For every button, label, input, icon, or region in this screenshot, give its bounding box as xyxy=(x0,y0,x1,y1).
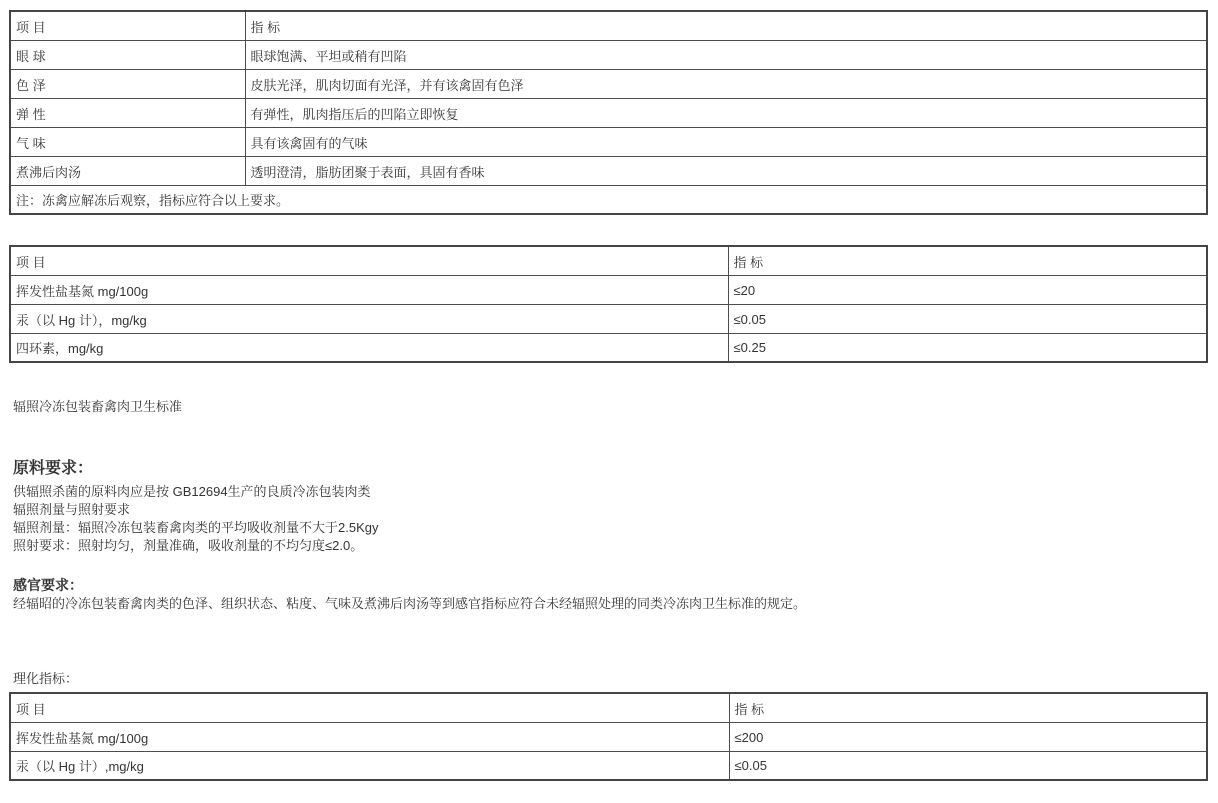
document-content xyxy=(9,10,1208,781)
table-row xyxy=(10,69,1207,98)
table-cell: 挥发性盐基氮 mg/100g xyxy=(10,722,729,751)
physchem-table-second xyxy=(9,692,1208,781)
table-cell: 四环素，mg/kg xyxy=(10,333,728,362)
table-row xyxy=(10,751,1207,780)
table-header-cell: 项 目 xyxy=(10,246,728,275)
table-cell: ≤0.05 xyxy=(729,751,1207,780)
table-cell: 具有该禽固有的气味 xyxy=(245,127,1207,156)
table-header-cell: 指 标 xyxy=(245,11,1207,40)
table-cell: 气 味 xyxy=(10,127,245,156)
table-note-cell: 注：冻禽应解冻后观察，指标应符合以上要求。 xyxy=(10,185,1207,214)
raw-material-line: 供辐照杀菌的原料肉应是按 GB12694生产的良质冷冻包装肉类 xyxy=(13,484,371,499)
table-cell: ≤0.05 xyxy=(728,304,1207,333)
raw-material-line: 照射要求：照射均匀，剂量准确，吸收剂量的不均匀度≤2.0。 xyxy=(13,538,364,553)
raw-material-heading: 原料要求： xyxy=(13,460,94,477)
table-header-cell: 项 目 xyxy=(10,11,245,40)
table-cell: 皮肤光泽，肌肉切面有光泽，并有该禽固有色泽 xyxy=(245,69,1207,98)
table-cell: ≤20 xyxy=(728,275,1207,304)
table-cell: 汞（以 Hg 计）,mg/kg xyxy=(10,751,729,780)
table-cell: ≤200 xyxy=(729,722,1207,751)
table-cell: 色 泽 xyxy=(10,69,245,98)
table-row xyxy=(10,275,1207,304)
table-row xyxy=(10,722,1207,751)
table-header-cell: 指 标 xyxy=(729,693,1207,722)
physchem-label: 理化指标： xyxy=(13,671,79,686)
physchem-table-first xyxy=(9,245,1208,363)
sensory-indicator-table xyxy=(9,10,1208,215)
table-header-row xyxy=(10,693,1207,722)
table-cell: 有弹性，肌肉指压后的凹陷立即恢复 xyxy=(245,98,1207,127)
table-row xyxy=(10,156,1207,185)
table-cell: 眼 球 xyxy=(10,40,245,69)
table-note-row xyxy=(10,185,1207,214)
table-cell: 挥发性盐基氮 mg/100g xyxy=(10,275,728,304)
table-cell: 透明澄清，脂肪团聚于表面，具固有香味 xyxy=(245,156,1207,185)
raw-material-lines xyxy=(9,483,1208,555)
table-cell: 煮沸后肉汤 xyxy=(10,156,245,185)
table-cell: 弹 性 xyxy=(10,98,245,127)
table-row xyxy=(10,333,1207,362)
table-header-row xyxy=(10,11,1207,40)
raw-material-line: 辐照剂量：辐照冷冻包装畜禽肉类的平均吸收剂量不大于2.5Kgy xyxy=(13,520,379,535)
table-cell: ≤0.25 xyxy=(728,333,1207,362)
sensory-requirement-heading: 感官要求： xyxy=(13,577,83,593)
table-header-cell: 指 标 xyxy=(728,246,1207,275)
table-cell: 眼球饱满、平坦或稍有凹陷 xyxy=(245,40,1207,69)
standard-title: 辐照冷冻包装畜禽肉卫生标准 xyxy=(13,399,183,414)
sensory-requirement-body: 经辐昭的冷冻包装畜禽肉类的色泽、组织状态、粘度、气味及煮沸后肉汤等到感官指标应符合未经辐照处理的同类冷冻肉卫生标准的规定。 xyxy=(13,596,807,611)
table-row xyxy=(10,40,1207,69)
table-row xyxy=(10,127,1207,156)
table-row xyxy=(10,98,1207,127)
table-header-cell: 项 目 xyxy=(10,693,729,722)
table-cell: 汞（以 Hg 计），mg/kg xyxy=(10,304,728,333)
raw-material-line: 辐照剂量与照射要求 xyxy=(13,502,131,517)
table-header-row xyxy=(10,246,1207,275)
table-row xyxy=(10,304,1207,333)
